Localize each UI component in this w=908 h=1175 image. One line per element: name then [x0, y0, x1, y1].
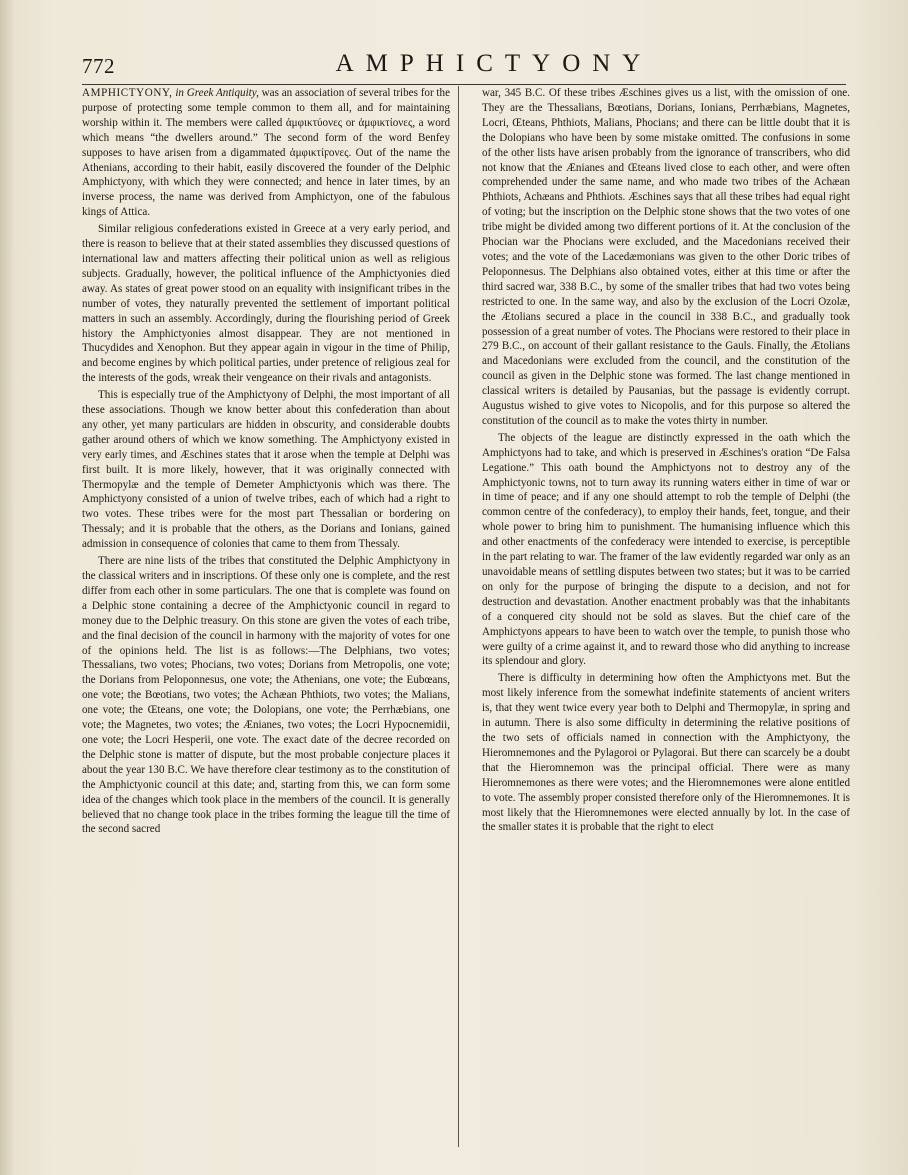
- column-divider: [458, 86, 459, 1147]
- entry-opening-paragraph: [82, 86, 450, 220]
- paragraph: The objects of the league are distinctly expressed in the oath which the Amphictyons had to take, and which is preserved in Æschines's oration “De Falsa Legatione.” This oath bound the Amphictyons not to destroy any of the Amphictyonic towns, not to turn away its running waters either in time of war or in time of peace; and if any one should attempt to rob the temple of Delphi (the common centre of the confederacy), to employ their hands, feet, tongue, and their whole power to bring him to punishment. The humanising influence which this and other enactments of the confederacy were intended to exercise, is perceptible in the part relating to war. The framer of the law evidently regarded war only as an unavoidable means of settling disputes between two states; but it was to be carried on only for the purpose of bringing the dispute to a decision, and not for destruction and devastation. Another enactment probably was that the inhabitants of a conquered city should not be sold as slaves. But the chief care of the Amphictyons appears to have been to watch over the temple, to punish those who were guilty of a crime against it, and to reward those who did anything to increase its splendour and glory.: [482, 431, 850, 668]
- paragraph: There is difficulty in determining how often the Amphictyons met. But the most likely inference from the somewhat indefinite statements of ancient writers is, that they went twice every year both to Delphi and Thermopylæ, in spring and in autumn. There is also some difficulty in determining the relative positions of the two sets of officials named in connection with the Amphictyony, the Hieromnemones and the Pylagoroi or Pylagorai. But there can scarcely be a doubt that the Hieromnemon was the principal official. There were as many Hieromnemones as there were votes; and the Hieromnemones were alone entitled to vote. The assembly proper consisted therefore only of the Hieromnemones. It is most likely that the Hieromnemones were elected annually by lot. In the case of the smaller states it is probable that the right to elect: [482, 672, 850, 834]
- running-head: AMPHICTYONY: [335, 50, 653, 77]
- paragraph: There are nine lists of the tribes that constituted the Delphic Amphictyony in the classical writers and in inscriptions. Of these only one is complete, and the rest differ from each other in some particulars. The one that is complete was found on a Delphic stone containing a decree of the Amphictyonic council in regard to money due to the Delphic treasury. On this stone are given the votes of each tribe, and the final decision of the council in harmony with the majority of votes for one of the opinions held. The list is as follows:—The Delphians, two votes; Thessalians, two votes; Phocians, two votes; Dorians from Metropolis, one vote; the Dorians from Peloponnesus, one vote; the Athenians, one vote; the Eubœans, one vote; the Bœotians, two votes; the Achæan Phthiots, two votes; the Malians, one vote; the Œteans, one vote; the Dolopians, one vote; the Perrhæbians, one vote; the Magnetes, two votes; the Ænianes, two votes; the Locri Hypocnemidii, one vote; the Locri Hesperii, one vote. The exact date of the decree recorded on the Delphic stone is matter of dispute, but the most probable conjecture places it about the year 130 B.C. We have therefore clear testimony as to the constitution of the Amphictyonic council at this date; and, starting from this, we can form some idea of the changes which took place in the members of the council. It is generally believed that no change took place in the tribes forming the league till the time of the second sacred: [82, 555, 450, 836]
- paragraph: Similar religious confederations existed in Greece at a very early period, and there is reason to believe that at their stated assemblies they discussed questions of international law and matters affecting their political union as well as religious subjects. Gradually, however, the political influence of the Amphictyonies died away. As states of great power stood on an equality with insignificant tribes in the number of votes, they naturally prevented the settlement of important political matters in such an assembly. Accordingly, during the flourishing period of Greek history the Amphictyonies almost disappear. They are not mentioned in Thucydides and Xenophon. But they appear again in vigour in the time of Philip, and become engines by which political parties, under pretence of religious zeal for the interests of the gods, wreak their vengeance on their rivals and antagonists.: [82, 223, 450, 385]
- paragraph: This is especially true of the Amphictyony of Delphi, the most important of all these associations. Though we know better about this confederation than about any other, yet many particulars are hidden in obscurity, and considerable doubts gather around others of which we know something. The Amphictyony existed in very early times, and Æschines states that it arose when the temple at Delphi was first built. It is more likely, however, that it was originally connected with Thermopylæ and the temple of Demeter Amphictyonis which was there. The Amphictyony consisted of a union of twelve tribes, each of which had a right to two votes. These tribes were for the most part Thessalian or bordering on Thessaly; and it is probable that the others, as the Dorians and Ionians, gained admission in consequence of colonies that came to them from Thessaly.: [82, 389, 450, 551]
- page-header: [82, 50, 846, 85]
- page-number: 772: [82, 54, 115, 78]
- paragraph: war, 345 B.C. Of these tribes Æschines gives us a list, with the omission of one. They are the Thessalians, Bœotians, Dorians, Ionians, Perrhæbians, Magnetes, Locri, Œteans, Phthiots, Malians, Phocians; and there can be little doubt that it is the Dolopians who have been by some mistake omitted. The confusions in some of the other lists have arisen probably from the ignorance of transcribers, who did not know that the Ænianes and Œteans lived close to each other, and were often comprehended under the same name, and who made two tribes of the Achæan Phthiots, Achæans and Phthiots. Æschines says that all these tribes had equal right of voting; but the inscription on the Delphic stone shows that the two votes of one tribe might be divided among two different portions of it. At the conclusion of the Phocian war the Phocians were excluded, and the Macedonians received their votes; and the vote of the Lacedæmonians was given to the other Doric tribes of Peloponnesus. The Delphians also obtained votes, either at this time or after the third sacred war, 338 B.C., by some of the smaller tribes that had two votes being restricted to one. In the same way, and also by the exclusion of the Locri Ozolæ, the Ætolians secured a place in the council in 338 B.C., and gradually took possession of a great number of votes. The Phocians were restored to their place in 279 B.C., on account of their gallant resistance to the Gauls. Finally, the Ætolians and Macedonians were excluded from the council, and the constitution of the council as given in the Delphic stone was formed. The last change mentioned in classical writers is detailed by Pausanias, but the passage is evidently corrupt. Augustus wished to give votes to Nicopolis, and for this purpose so altered the constitution of the council as to make the votes thirty in number.: [482, 87, 850, 427]
- right-column: [482, 86, 850, 1147]
- entry-field: in Greek Antiquity,: [172, 87, 259, 99]
- text-columns: [80, 86, 850, 1147]
- left-column: [82, 86, 450, 1147]
- binding-shadow: [0, 0, 14, 1175]
- paragraph-text: was an association of several tribes for the purpose of protecting some temple common to them all, and for maintaining worship within it. The members were called ἀμφικτύονες or ἀμφικτίονες, a word which means “the dwellers around.” The second form of the word Benfey supposes to have arisen from a digammated ἀμφικτίϝονες. Out of the name the Athenians, according to their habit, easily discovered the founder of the Delphic Amphictyony, with which they were connected; and hence in later times, by an inverse process, the name was derived from Amphictyon, one of the fabulous kings of Attica.: [82, 87, 450, 219]
- entry-headword: AMPHICTYONY,: [82, 87, 173, 99]
